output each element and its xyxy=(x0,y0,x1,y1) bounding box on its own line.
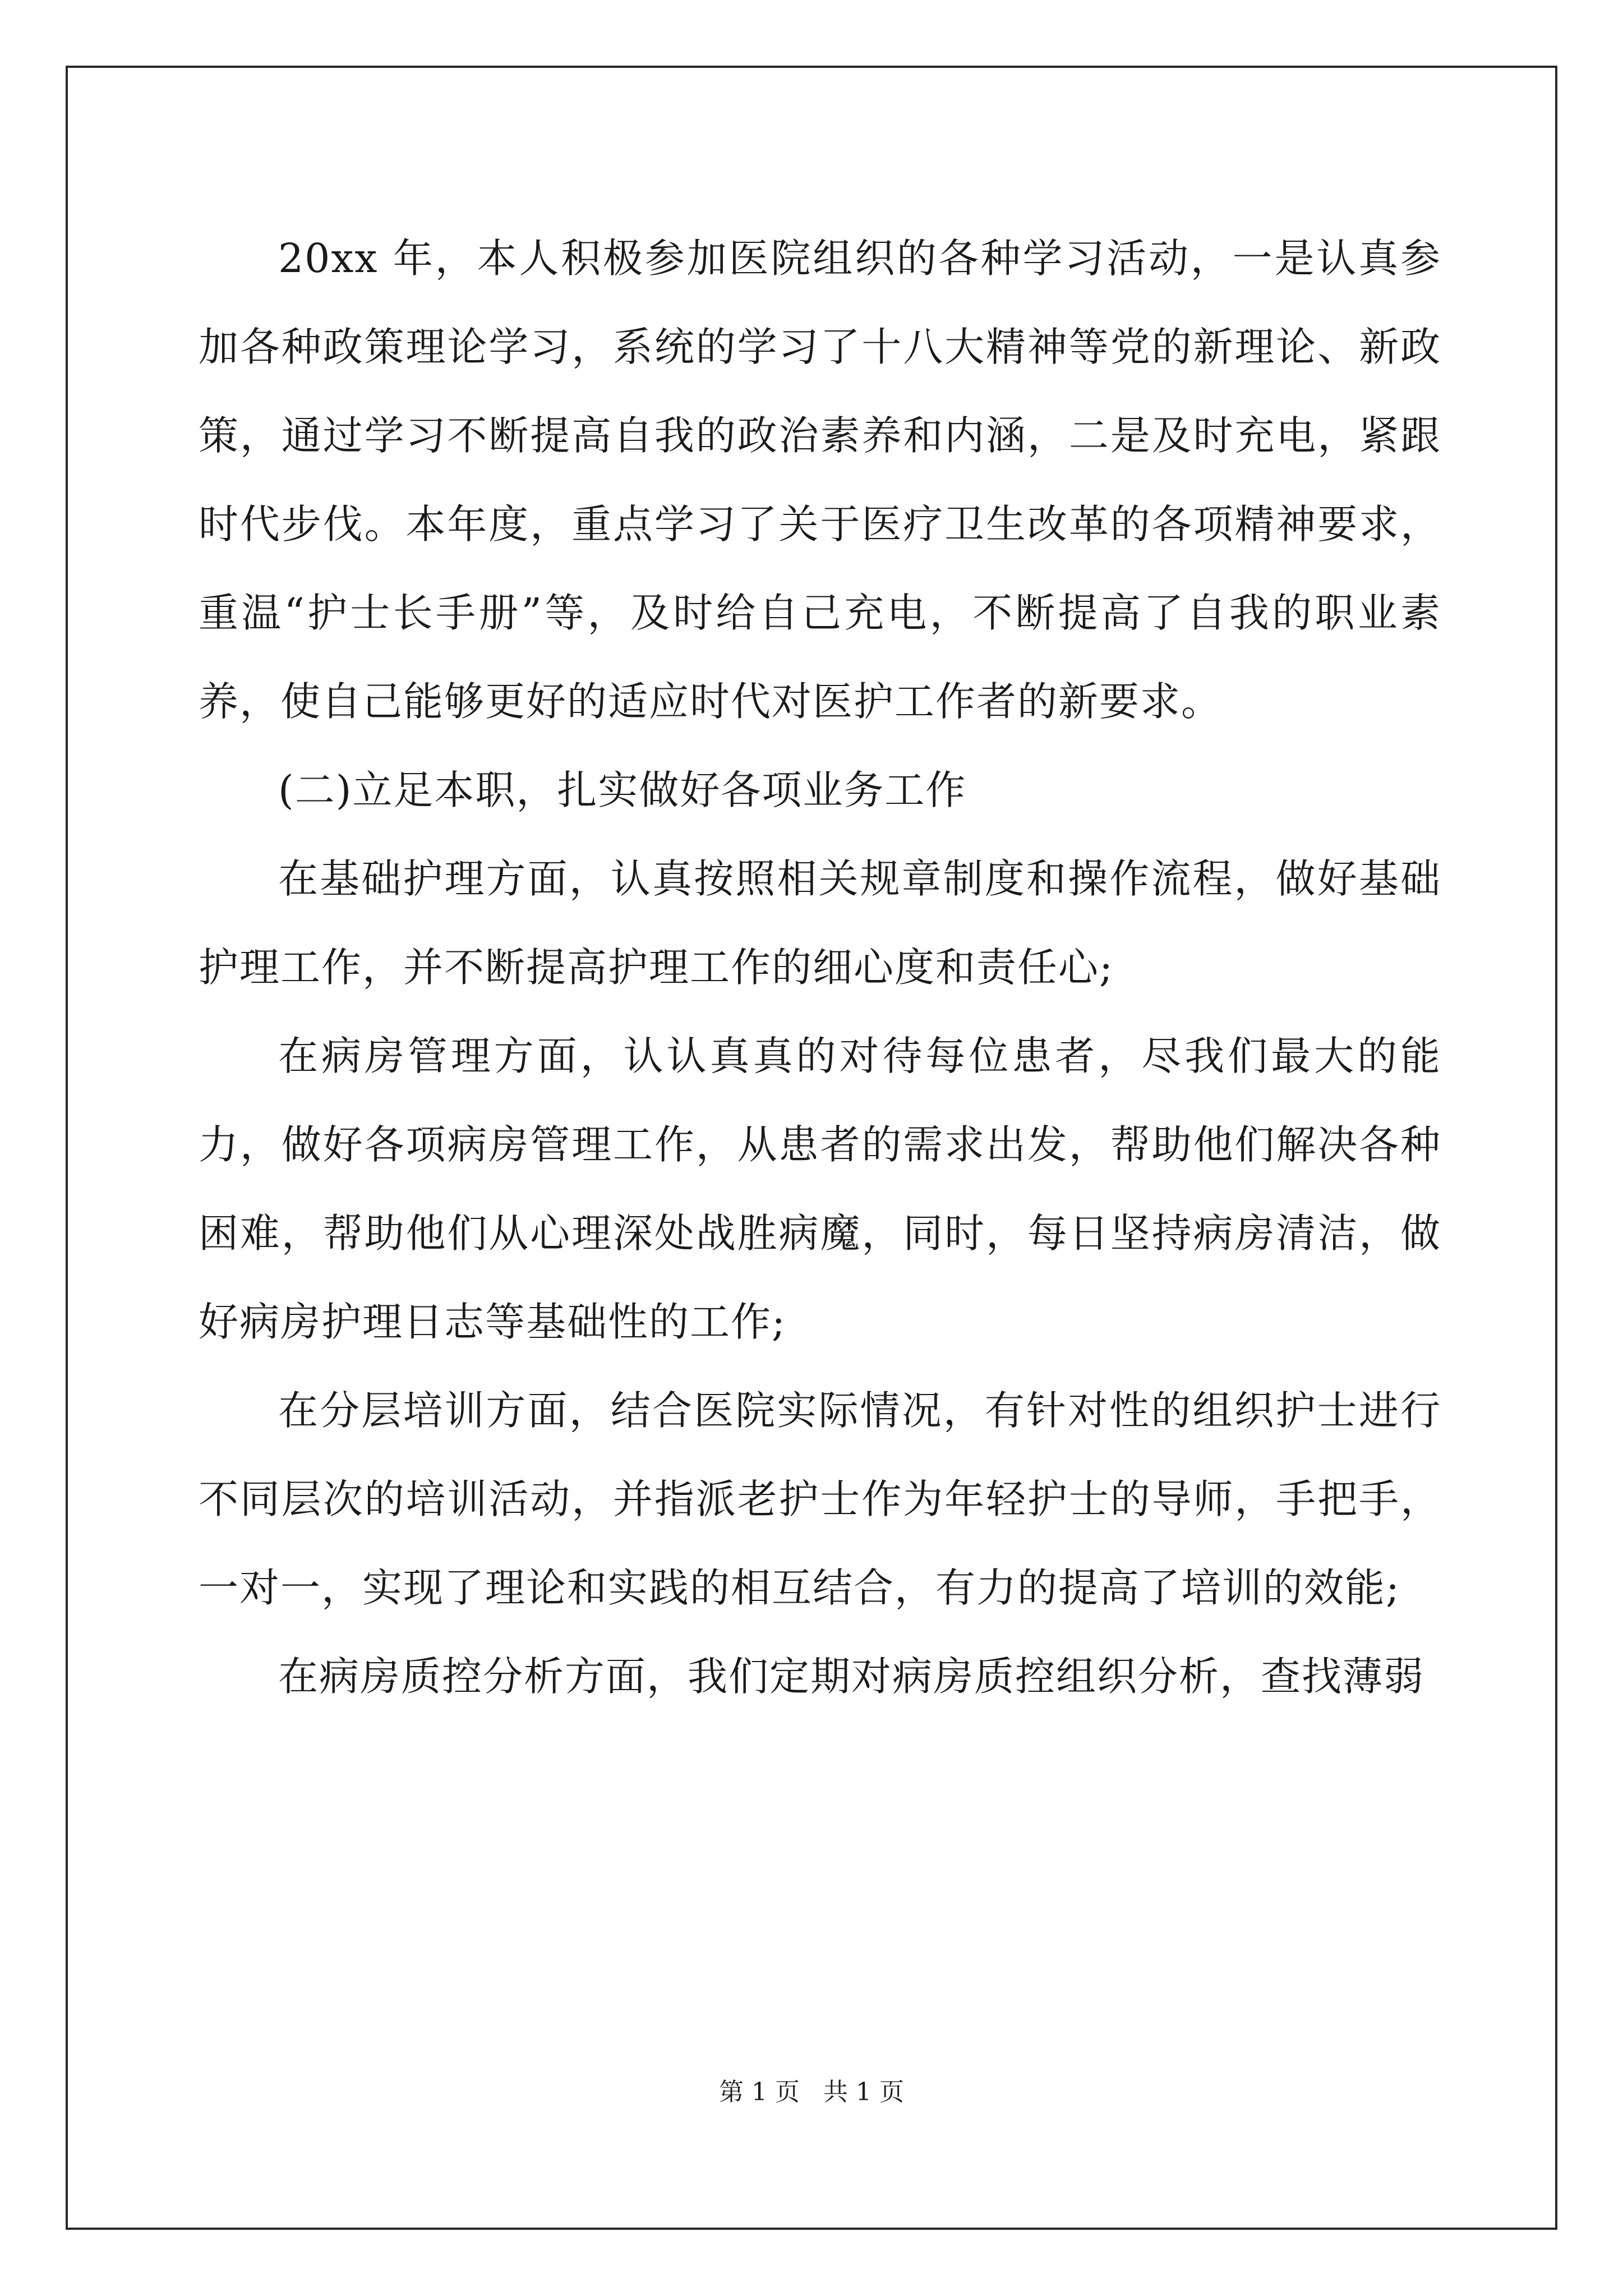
document-body xyxy=(199,214,1441,1721)
paragraph-tiered-training: 在分层培训方面，结合医院实际情况，有针对性的组织护士进行不同层次的培训活动，并指派老护士作为年轻护士的导师，手把手，一对一，实现了理论和实践的相互结合，有力的提高了培训的效能; xyxy=(199,1387,1441,1611)
paragraph-study-activities: 20xx 年，本人积极参加医院组织的各种学习活动，一是认真参加各种政策理论学习，系统的学习了十八大精神等党的新理论、新政策，通过学习不断提高自我的政治素养和内涵，二是及时充电，紧跟时代步伐。本年度，重点学习了关于医疗卫生改革的各项精神要求，重温“护士长手册”等，及时给自己充电，不断提高了自我的职业素养，使自己能够更好的适应时代对医护工作者的新要求。 xyxy=(199,235,1441,725)
paragraph-basic-nursing: 在基础护理方面，认真按照相关规章制度和操作流程，做好基础护理工作，并不断提高护理工作的细心度和责任心; xyxy=(199,855,1441,991)
page-number-footer: 第 1 页 共 1 页 xyxy=(719,2078,904,2106)
section-heading-duties: (二)立足本职，扎实做好各项业务工作 xyxy=(278,767,967,813)
paragraph-quality-control: 在病房质控分析方面，我们定期对病房质控组织分析，查找薄弱 xyxy=(278,1653,1425,1700)
paragraph-ward-management: 在病房管理方面，认认真真的对待每位患者，尽我们最大的能力，做好各项病房管理工作，从患者的需求出发，帮助他们解决各种困难，帮助他们从心理深处战胜病魔，同时，每日坚持病房清洁，做好病房护理日志等基础性的工作; xyxy=(199,1033,1441,1345)
